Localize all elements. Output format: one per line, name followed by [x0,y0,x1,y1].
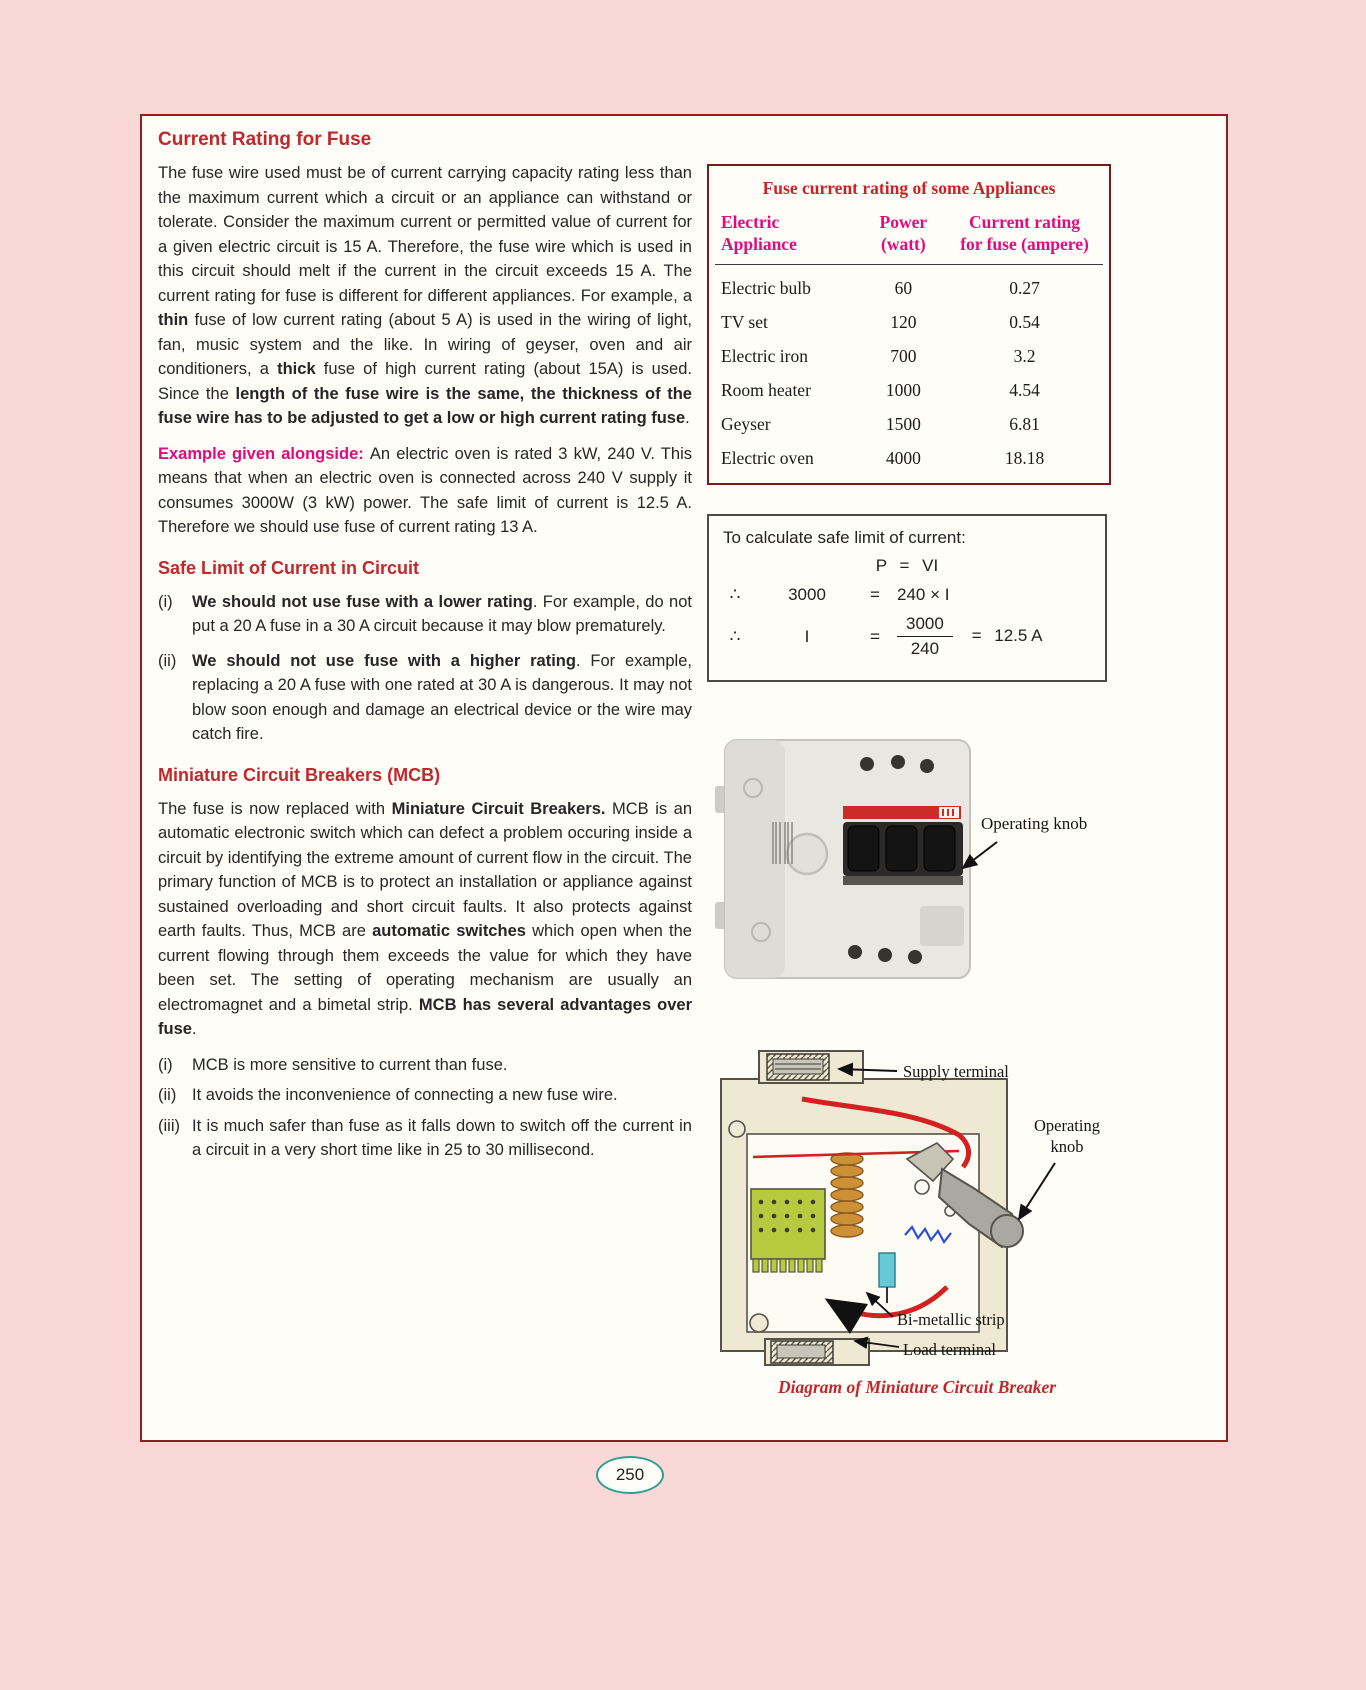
heading-safe-limit: Safe Limit of Current in Circuit [158,557,420,578]
paragraph-example: Example given alongside: An electric oven is rated 3 kW, 240 V. This means that when an electric oven is connected across 240 V supply it consumes 3000W (3 kW) power. The safe limit of current is 12.5 A. Therefore we should use fuse of current rating 13 A. [158,444,692,536]
table-row [715,380,1103,401]
list-marker: (iii) [158,1116,180,1135]
equals-sign: = [971,625,982,645]
cell-power: 700 [890,346,917,366]
fraction-denominator: 240 [910,639,940,658]
heading-current-rating: Current Rating for Fuse [158,129,372,150]
list-marker: (i) [158,1055,173,1074]
equation-lhs: 3000 [788,585,826,604]
mcb-diagram [707,1039,1212,1419]
table-row [715,346,1103,367]
cell-appliance: Electric iron [721,346,808,366]
equation-p-vi: P = VI [875,556,939,575]
safe-limit-calculation-box [707,514,1107,682]
cell-rating: 4.54 [1009,380,1040,400]
list-marker: (ii) [158,1086,177,1104]
cell-power: 1000 [885,380,921,400]
cell-appliance: Electric oven [721,448,814,468]
cell-power: 60 [894,278,913,298]
supply-terminal-label: Supply terminal [903,1062,1009,1081]
cell-appliance: Geyser [721,414,771,434]
bimetallic-strip-label: Bi-metallic strip [897,1310,1005,1329]
cell-power: 1500 [885,414,921,434]
therefore-symbol: ∴ [729,626,741,646]
list-item-text: We should not use fuse with a lower rating. For example, do not put a 20 A fuse in a 30 A circuit because it may blow prematurely. [192,592,692,635]
equation-rhs: 240 × I [897,585,950,604]
fraction-numerator: 3000 [897,614,953,637]
table-row [715,278,1103,299]
column-header-rating: Current rating for fuse (ampere) [960,212,1089,254]
paragraph-fuse-wire: The fuse wire used must be of current carrying capacity rating less than the maximum current which a circuit or an appliance can withstand or tolerate. Consider the maximum current or permitted value of current for a given electric circuit is 15 A. Therefore, the fuse wire which is used in this circuit should melt if the current in the circuit exceeds 15 A. The current rating for fuse is different for different appliances. For example, a thin fuse of low current rating (about 5 A) is used in the wiring of light, fan, music system and the like. In wiring of geyser, oven and air conditioners, a thick fuse of high current rating (about 15A) is used. Since the length of the fuse wire is the same, the thickness of the fuse wire has to be adjusted to get a low or high current rating fuse. [158,164,692,427]
list-item [158,1083,692,1108]
heading-mcb: Miniature Circuit Breakers (MCB) [158,764,441,785]
table-row [715,312,1103,333]
list-item [158,590,692,639]
column-header-appliance: Electric Appliance [721,212,797,254]
diagram-caption: Diagram of Miniature Circuit Breaker [777,1377,1057,1397]
page-panel [140,114,1228,1442]
equals-sign: = [870,585,880,604]
list-marker: (i) [158,592,173,611]
fraction [897,614,953,659]
cell-power: 4000 [885,448,921,468]
load-terminal-label: Load terminal [903,1340,997,1359]
table-title: Fuse current rating of some Appliances [762,178,1056,198]
mcb-photo [715,726,1212,994]
fuse-rating-table [707,164,1111,485]
table-header-row [715,211,1103,265]
table-row [715,414,1103,435]
text-column [158,122,692,1163]
equation-line-2 [709,585,1105,605]
operating-knob-label: Operating knob [1034,1116,1100,1156]
cell-rating: 3.2 [1013,346,1036,366]
equation-result: 12.5 A [994,625,1043,645]
list-marker: (ii) [158,651,177,670]
cell-appliance: TV set [721,312,768,332]
equation-rhs [897,614,1105,659]
table-row [715,448,1103,469]
cell-rating: 18.18 [1004,448,1045,468]
list-item [158,1114,692,1163]
cell-rating: 0.54 [1009,312,1040,332]
list-item-text: It avoids the inconvenience of connecting a new fuse wire. [192,1086,618,1104]
list-item [158,649,692,747]
list-item-text: MCB is more sensitive to current than fuse. [192,1055,508,1074]
cell-appliance: Room heater [721,380,811,400]
cell-rating: 6.81 [1009,414,1040,434]
paragraph-mcb: The fuse is now replaced with Miniature Circuit Breakers. MCB is an automatic electronic switch which can defect a problem occuring inside a circuit by identifying the extreme amount of current flow in the circuit. The primary function of MCB is to protect an installation or appliance against sustained overloading and short circuit faults. It also protects against earth faults. Thus, MCB are automatic switches which open when the current flowing through them exceeds the value for which they have been set. The setting of operating mechanism are usually an electromagnet and a bimetal strip. MCB has several advantages over fuse. [158,799,692,1038]
column-header-power: Power (watt) [879,212,928,254]
list-item-text: It is much safer than fuse as it falls down to switch off the current in a circuit in a very short time like in 25 to 30 millisecond. [192,1116,692,1159]
calc-title: To calculate safe limit of current: [723,528,966,547]
cell-power: 120 [890,312,917,332]
equation-line-3 [709,614,1105,659]
list-item-text: We should not use fuse with a higher rating. For example, replacing a 20 A fuse with one rated at 30 A is dangerous. It may not blow soon enough and damage an electrical device or the wire may catch fire. [192,651,692,743]
operating-knob-label: Operating knob [981,814,1088,833]
equals-sign: = [870,626,880,646]
cell-appliance: Electric bulb [721,278,811,298]
page-number-badge: 250 [596,1456,664,1494]
cell-rating: 0.27 [1009,278,1040,298]
mcb-photo-illustration [715,726,1212,994]
list-item [158,1053,692,1078]
therefore-symbol: ∴ [729,585,741,604]
equation-lhs: I [804,626,810,646]
